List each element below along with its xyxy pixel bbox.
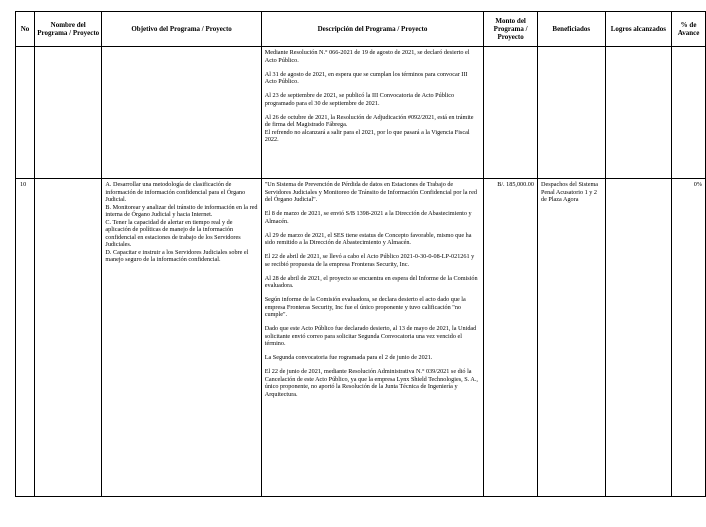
cell-avance [672,47,706,179]
descripcion-paragraph: Al 29 de marzo de 2021, el SES tiene estatus de Concepto favorable, mismo que ha sido remitido a la Dirección de Abastecimiento y Almacén. [264,231,472,246]
cell-objetivo [102,47,261,179]
descripcion-paragraph: Al 28 de abril de 2021, el proyecto se encuentra en espera del Informe de la Comisión evaluadora. [264,274,478,289]
descripcion-paragraph: La Segunda convocatoria fue rogramada para el 2 de junio de 2021. [264,354,433,361]
table-header-row [16,12,706,47]
cell-descripcion [261,47,484,179]
descripcion-paragraph: "Un Sistema de Prevención de Pérdida de datos en Estaciones de Trabajo de Servidores Judiciales y Monitoreo de Tránsito de Información Confidencial por la red del Órgano Judicial". [264,181,477,203]
cell-nombre [34,179,101,497]
cell-logros [605,47,672,179]
header-monto: Monto del Programa / Proyecto [484,12,538,47]
cell-monto: B/. 185,000.00 [484,179,538,497]
cell-avance: 0% [672,179,706,497]
descripcion-paragraph: Al 26 de octubre de 2021, la Resolución de Adjudicación #092/2021, está en trámite de firma del Magistrado Fábrega. [264,113,474,128]
table-row-continued [16,47,706,179]
descripcion-paragraph: El 22 de junio de 2021, mediante Resolución Administrativa N.° 039/2021 se dió la Cancelación de este Acto Público, ya que la empresa Lynx Shield Technologies, S. A., único proponente, no aportó la Resolución de la Junta Técnica de Ingeniería y Arquitectura. [264,368,478,398]
descripcion-paragraph: Mediante Resolución N.° 066-2021 de 19 de agosto de 2021, se declaró desierto el Acto Público. [264,49,470,64]
header-no: No [16,12,35,47]
cell-nombre [34,47,101,179]
cell-logros [605,179,672,497]
header-nombre: Nombre del Programa / Proyecto [34,12,101,47]
cell-monto [484,47,538,179]
header-objetivo: Objetivo del Programa / Proyecto [102,12,261,47]
descripcion-paragraph: Al 31 de agosto de 2021, en espera que se cumplan los términos para convocar III Acto Público. [264,70,468,85]
cell-descripcion [261,179,484,497]
header-logros: Logros alcanzados [605,12,672,47]
cell-objetivo: A. Desarrollar una metodología de clasificación de información de información confidencial para el Órgano Judicial. B. Monitorear y analizar del tránsito de información en la red interna de Órgano Judicial y hacia Internet. C. Tener la capacidad de alertar en tiempo real y de aplicación de políticas de manejo de la información confidencial en estaciones de trabajo de los Servidores Judiciales. D. Capacitar e instruir a los Servidores Judiciales sobre el manejo seguro de la información confidencial. [102,179,261,497]
descripcion-paragraph: Dado que este Acto Público fue declarado desierto, al 13 de mayo de 2021, la Unidad solicitante envió correo para solicitar Segunda Convocatoria una vez vencido el término. [264,325,477,347]
cell-no [16,47,35,179]
header-avance: % de Avance [672,12,706,47]
project-table-page [15,11,706,497]
cell-beneficiados [537,47,605,179]
header-beneficiados: Beneficiados [537,12,605,47]
cell-no: 10 [16,179,35,497]
table-row-10 [16,179,706,497]
descripcion-paragraph: El 8 de marzo de 2021, se envió S/B 1398-2021 a la Dirección de Abastecimiento y Almacén. [264,210,472,225]
descripcion-paragraph: El refrendo no alcanzará a salir para el 2021, por lo que pasará a la Vigencia Fiscal 2022. [264,128,470,143]
descripcion-paragraph: Según informe de la Comisión evaluadora, se declara desierto el acto dado que la empresa Fronteras Security, Inc fue el único proponente y tuvo calificación "no cumple". [264,296,466,318]
projects-table [15,11,706,497]
descripcion-paragraph: El 22 de abril de 2021, se llevó a cabo el Acto Público 2021-0-30-0-08-LP-021261 y se recibió propuesta de la empresa Fronteras Security, Inc. [264,253,475,268]
descripcion-paragraph: Al 23 de septiembre de 2021, se publicó la III Convocatoria de Acto Público programado para el 30 de septiembre de 2021. [264,92,455,107]
header-descripcion: Descripción del Programa / Proyecto [261,12,484,47]
cell-beneficiados: Despachos del Sistema Penal Acusatorio 1 y 2 de Plaza Agora [537,179,605,497]
